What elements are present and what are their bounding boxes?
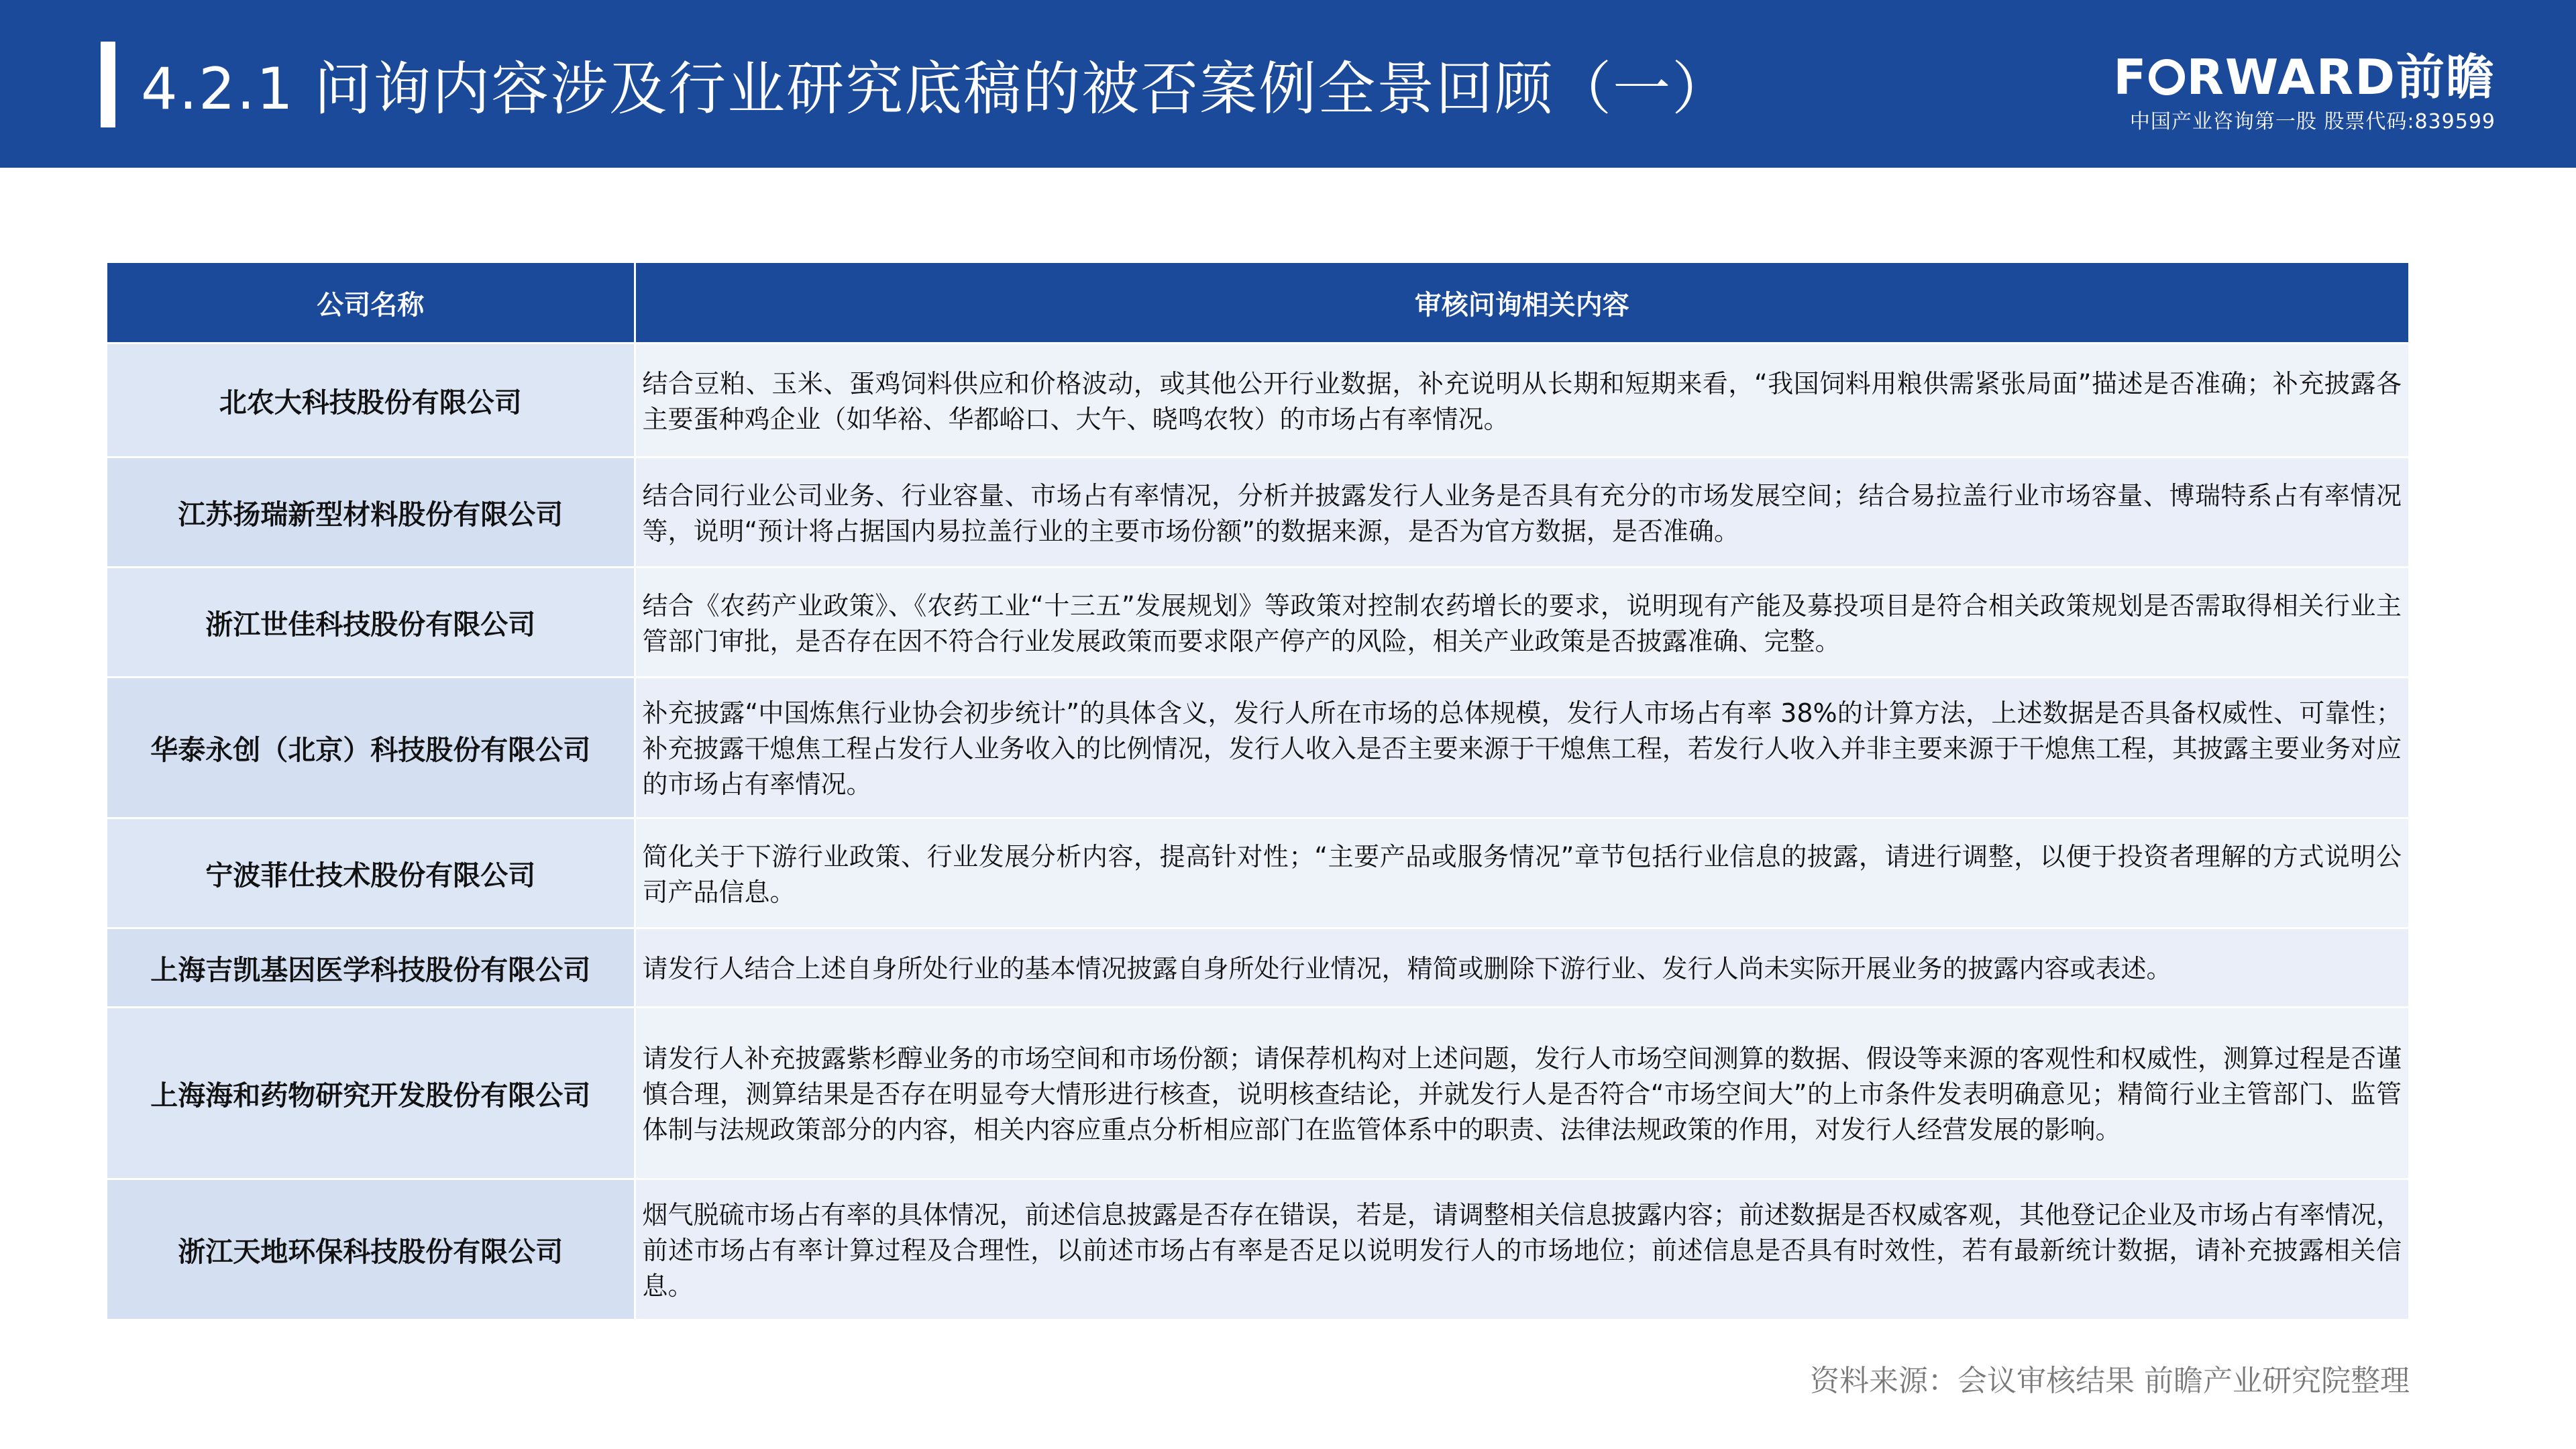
review-content-cell: 烟气脱硫市场占有率的具体情况，前述信息披露是否存在错误，若是，请调整相关信息披露内容；前述数据是否权威客观，其他登记企业及市场占有率情况，前述市场占有率计算过程及合理性，以前述市场占有率是否足以说明发行人的市场地位；前述信息是否具有时效性，若有最新统计数据，请补充披露相关信息。 [635,1179,2408,1319]
logo-subtitle: 中国产业咨询第一股 股票代码:839599 [2129,110,2496,133]
company-name-cell: 宁波菲仕技术股份有限公司 [107,818,635,928]
review-table-grid [107,263,2408,1319]
table-header-row [107,263,2408,343]
company-name-cell: 江苏扬瑞新型材料股份有限公司 [107,458,635,568]
table-row [107,678,2408,818]
table-row [107,458,2408,568]
source-note: 资料来源：会议审核结果 前瞻产业研究院整理 [1810,1364,2410,1398]
title-accent-bar [101,42,115,127]
company-name-cell: 上海吉凯基因医学科技股份有限公司 [107,928,635,1008]
review-content-cell: 请发行人结合上述自身所处行业的基本情况披露自身所处行业情况，精简或删除下游行业、发行人尚未实际开展业务的披露内容或表述。 [635,928,2408,1008]
logo-o-icon [2149,59,2185,95]
table-row [107,1008,2408,1179]
review-content-cell: 请发行人补充披露紫杉醇业务的市场空间和市场份额；请保荐机构对上述问题，发行人市场空间测算的数据、假设等来源的客观性和权威性，测算过程是否谨慎合理，测算结果是否存在明显夸大情形进行核查，说明核查结论，并就发行人是否符合“市场空间大”的上市条件发表明确意见；精简行业主管部门、监管体制与法规政策部分的内容，相关内容应重点分析相应部门在监管体系中的职责、法律法规政策的作用，对发行人经营发展的影响。 [635,1008,2408,1179]
logo-text: RWARD前瞻 [2186,49,2496,105]
review-content-cell: 补充披露“中国炼焦行业协会初步统计”的具体含义，发行人所在市场的总体规模，发行人市场占有率 38%的计算方法，上述数据是否具备权威性、可靠性；补充披露干熄焦工程占发行人业务收入的比例情况，发行人收入是否主要来源于干熄焦工程，若发行人收入并非主要来源于干熄焦工程，其披露主要业务对应的市场占有率情况。 [635,678,2408,818]
column-header-company: 公司名称 [107,263,635,343]
column-header-content: 审核问询相关内容 [635,263,2408,343]
company-name-cell: 浙江天地环保科技股份有限公司 [107,1179,635,1319]
table-row [107,928,2408,1008]
table-row [107,818,2408,928]
header-bar [0,0,2576,168]
review-content-cell: 简化关于下游行业政策、行业发展分析内容，提高针对性；“主要产品或服务情况”章节包括行业信息的披露，请进行调整，以便于投资者理解的方式说明公司产品信息。 [635,818,2408,928]
review-content-cell: 结合同行业公司业务、行业容量、市场占有率情况，分析并披露发行人业务是否具有充分的市场发展空间；结合易拉盖行业市场容量、博瑞特系占有率情况等，说明“预计将占据国内易拉盖行业的主要市场份额”的数据来源，是否为官方数据，是否准确。 [635,458,2408,568]
review-table [107,263,2408,1319]
company-name-cell: 上海海和药物研究开发股份有限公司 [107,1008,635,1179]
table-row [107,343,2408,458]
page-title: 4.2.1 问询内容涉及行业研究底稿的被否案例全景回顾（一） [141,56,1731,123]
forward-logo [2093,47,2496,141]
logo-letter-f: F [2113,49,2148,105]
company-name-cell: 华泰永创（北京）科技股份有限公司 [107,678,635,818]
logo-wordmark [2093,47,2496,107]
company-name-cell: 浙江世佳科技股份有限公司 [107,568,635,678]
table-row [107,568,2408,678]
company-name-cell: 北农大科技股份有限公司 [107,343,635,458]
table-row [107,1179,2408,1319]
review-content-cell: 结合豆粕、玉米、蛋鸡饲料供应和价格波动，或其他公开行业数据，补充说明从长期和短期来看，“我国饲料用粮供需紧张局面”描述是否准确；补充披露各主要蛋种鸡企业（如华裕、华都峪口、大午、晓鸣农牧）的市场占有率情况。 [635,343,2408,458]
review-content-cell: 结合《农药产业政策》、《农药工业“十三五”发展规划》等政策对控制农药增长的要求，说明现有产能及募投项目是符合相关政策规划是否需取得相关行业主管部门审批，是否存在因不符合行业发展政策而要求限产停产的风险，相关产业政策是否披露准确、完整。 [635,568,2408,678]
